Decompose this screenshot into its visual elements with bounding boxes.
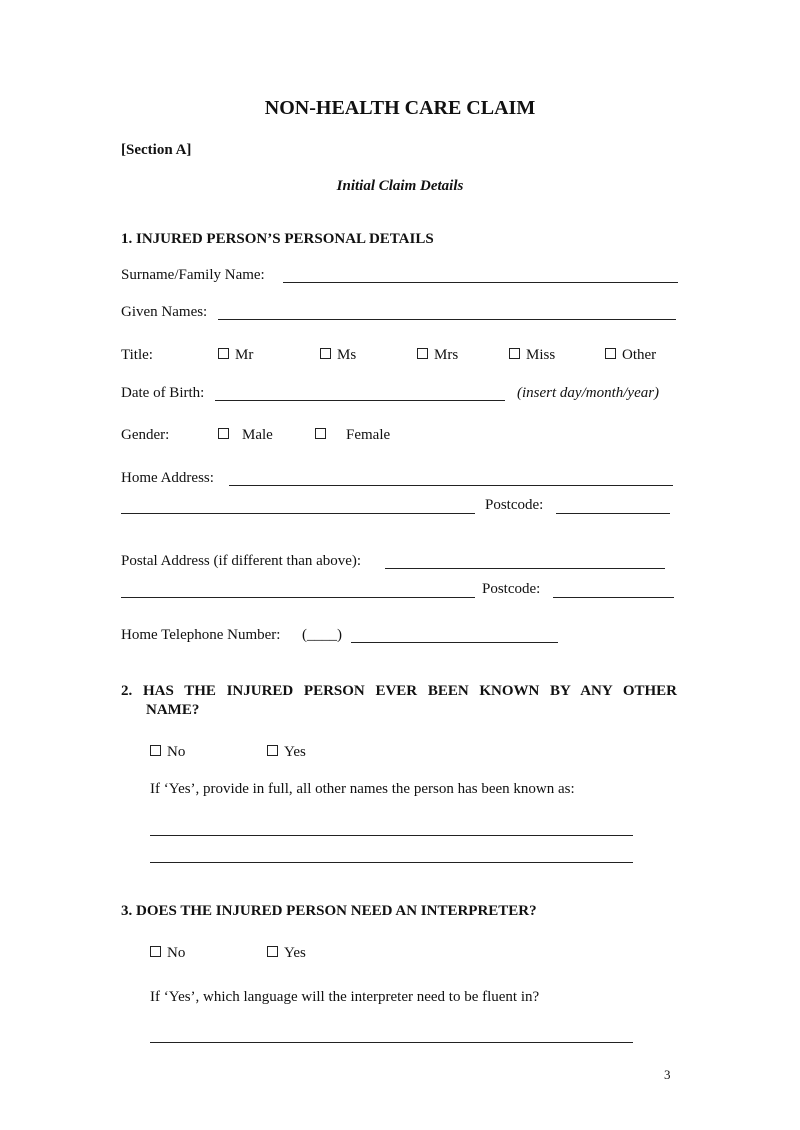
phone-field[interactable] xyxy=(351,642,558,643)
checkbox-icon xyxy=(150,745,161,756)
surname-label: Surname/Family Name: xyxy=(121,267,265,283)
q2-heading-line2: NAME? xyxy=(146,702,200,718)
checkbox-icon xyxy=(315,428,326,439)
q2-other-names-field-1[interactable] xyxy=(150,835,633,836)
form-subtitle: Initial Claim Details xyxy=(336,178,464,194)
phone-area-code[interactable]: (____) xyxy=(302,627,342,643)
given-names-field[interactable] xyxy=(218,319,676,320)
dob-field[interactable] xyxy=(215,400,505,401)
phone-label: Home Telephone Number: xyxy=(121,627,281,643)
title-option-mr[interactable]: Mr xyxy=(218,347,253,364)
home-address-field-2[interactable] xyxy=(121,513,475,514)
q3-language-field[interactable] xyxy=(150,1042,633,1043)
gender-option-male[interactable]: Male xyxy=(218,427,273,444)
q2-prompt: If ‘Yes’, provide in full, all other names the person has been known as: xyxy=(150,781,575,797)
given-names-label: Given Names: xyxy=(121,304,208,320)
title-option-miss[interactable]: Miss xyxy=(509,347,555,364)
postal-address-field-1[interactable] xyxy=(385,568,665,569)
title-option-ms[interactable]: Ms xyxy=(320,347,356,364)
q3-heading: 3. DOES THE INJURED PERSON NEED AN INTERPRETER? xyxy=(121,903,537,919)
checkbox-icon xyxy=(218,348,229,359)
q2-option-no[interactable]: No xyxy=(150,744,185,761)
postal-postcode-label: Postcode: xyxy=(482,581,541,597)
checkbox-icon xyxy=(320,348,331,359)
home-address-label: Home Address: xyxy=(121,470,214,486)
checkbox-icon xyxy=(417,348,428,359)
home-postcode-field[interactable] xyxy=(556,513,670,514)
q3-option-yes[interactable]: Yes xyxy=(267,945,306,962)
dob-label: Date of Birth: xyxy=(121,385,205,401)
title-option-other[interactable]: Other xyxy=(605,347,656,364)
checkbox-icon xyxy=(605,348,616,359)
title-option-mrs[interactable]: Mrs xyxy=(417,347,458,364)
q1-heading: 1. INJURED PERSON’S PERSONAL DETAILS xyxy=(121,231,434,247)
gender-label: Gender: xyxy=(121,427,170,443)
checkbox-icon xyxy=(267,745,278,756)
surname-field[interactable] xyxy=(283,282,678,283)
checkbox-icon xyxy=(218,428,229,439)
postal-postcode-field[interactable] xyxy=(553,597,674,598)
dob-hint: (insert day/month/year) xyxy=(517,385,660,401)
gender-option-female[interactable]: Female xyxy=(315,427,390,444)
checkbox-icon xyxy=(267,946,278,957)
section-label: [Section A] xyxy=(121,142,192,158)
q3-option-no[interactable]: No xyxy=(150,945,185,962)
q3-prompt: If ‘Yes’, which language will the interpreter need to be fluent in? xyxy=(150,989,540,1005)
q2-heading-line1: 2. HAS THE INJURED PERSON EVER BEEN KNOWN BY ANY OTHER xyxy=(121,683,677,699)
title-label: Title: xyxy=(121,347,153,363)
q2-other-names-field-2[interactable] xyxy=(150,862,633,863)
page-number: 3 xyxy=(664,1067,671,1082)
postal-address-label: Postal Address (if different than above): xyxy=(121,553,362,569)
home-address-field-1[interactable] xyxy=(229,485,673,486)
q2-option-yes[interactable]: Yes xyxy=(267,744,306,761)
home-postcode-label: Postcode: xyxy=(485,497,544,513)
checkbox-icon xyxy=(509,348,520,359)
page-title: NON-HEALTH CARE CLAIM xyxy=(264,97,536,119)
checkbox-icon xyxy=(150,946,161,957)
postal-address-field-2[interactable] xyxy=(121,597,475,598)
